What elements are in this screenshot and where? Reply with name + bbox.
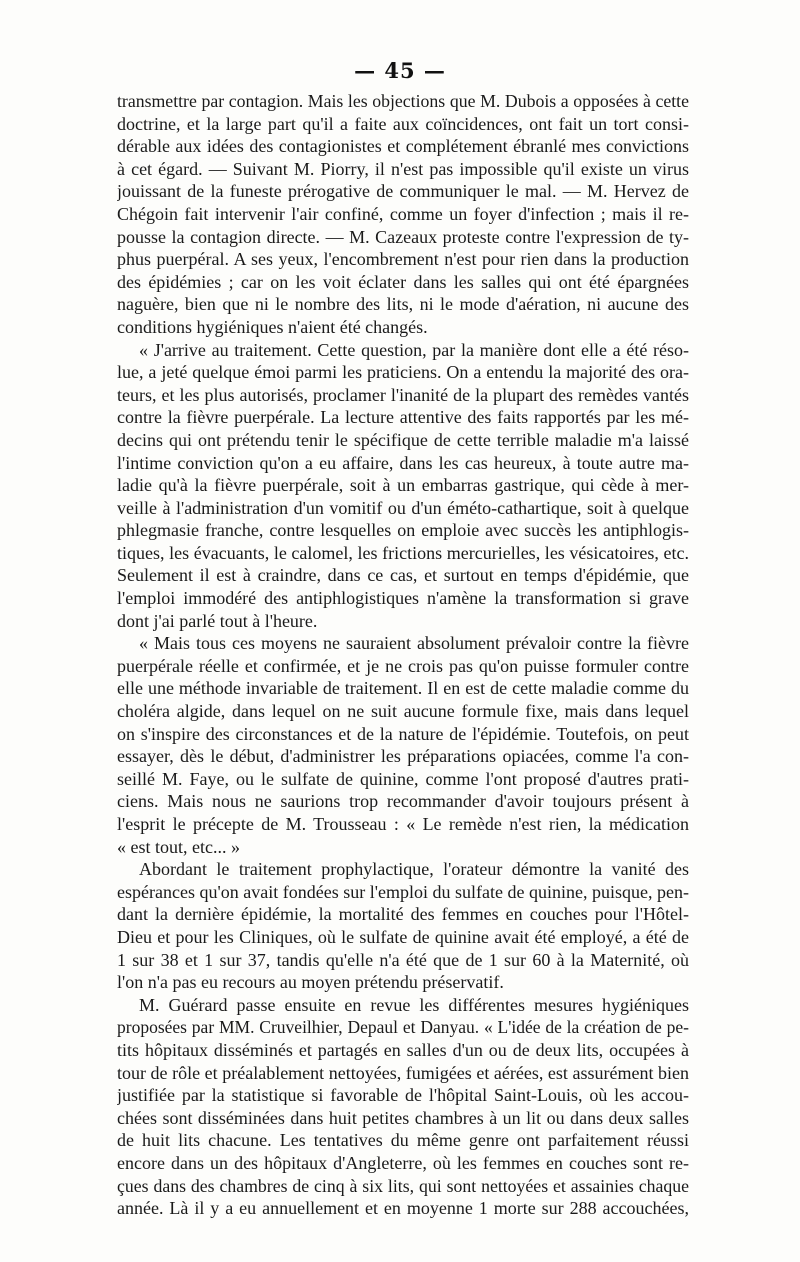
text-line: M. Guérard passe ensuite en revue les différentes mesures hygiéniques (139, 994, 689, 1015)
text-line: jouissant de la funeste prérogative de communiquer le mal. — M. Hervez de (117, 181, 689, 202)
text-line: dont j'ai parlé tout à l'heure. (117, 610, 318, 631)
text-line: lue, a jeté quelque émoi parmi les praticiens. On a entendu la majorité des ora- (117, 362, 689, 383)
text-line: transmettre par contagion. Mais les objections que M. Dubois a opposées à cette (117, 91, 689, 111)
text-line: naguère, bien que ni le nombre des lits, ni le mode d'aération, ni aucune des (117, 294, 689, 315)
text-line: on s'inspire des circonstances et de la nature de l'épidémie. Toutefois, on peut (117, 723, 689, 744)
text-line: ciens. Mais nous ne saurions trop recommander d'avoir toujours présent à (117, 791, 689, 812)
text-line: puerpérale réelle et confirmée, et je ne crois pas qu'on puisse formuler contre (117, 655, 689, 676)
text-line: dant la dernière épidémie, la mortalité des femmes en couches pour l'Hôtel- (117, 904, 689, 925)
text-line: année. Là il y a eu annuellement et en moyenne 1 morte sur 288 accouchées, (117, 1198, 689, 1219)
text-line: Chégoin fait intervenir l'air confiné, comme un foyer d'infection ; mais il re- (117, 203, 689, 224)
text-line: decins qui ont prétendu tenir le spécifique de cette terrible maladie m'a laissé (117, 429, 689, 450)
text-line: tits hôpitaux disséminés et partagés en salles d'un ou de deux lits, occupées à (117, 1039, 689, 1060)
text-line: ladie qu'à la fièvre puerpérale, soit à un embarras gastrique, qui cède à mer- (117, 475, 689, 496)
text-line: veille à l'administration d'un vomitif ou d'un éméto-cathartique, soit à quelque (117, 497, 689, 518)
text-line: à cet égard. — Suivant M. Piorry, il n'est pas impossible qu'il existe un virus (117, 158, 689, 179)
text-line: l'esprit le précepte de M. Trousseau : « Le remède n'est rien, la médication (117, 814, 689, 834)
text-line: espérances qu'on avait fondées sur l'emploi du sulfate de quinine, puisque, pen- (117, 881, 689, 902)
text-line: doctrine, et la large part qu'il a faite aux coïncidences, ont fait un tort consi- (117, 113, 689, 134)
text-line: çues dans des chambres de cinq à six lits, qui sont nettoyées et assainies chaque (117, 1175, 689, 1196)
text-line: contre la fièvre puerpérale. La lecture attentive des faits rapportés par les mé- (117, 407, 689, 428)
text-line: l'emploi immodéré des antiphlogistiques n'amène la transformation si grave (117, 588, 689, 609)
text-line: de huit lits chacune. Les tentatives du même genre ont parfaitement réussi (117, 1130, 689, 1151)
text-line: dérable aux idées des contagionistes et complétement ébranlé mes convictions (117, 136, 689, 157)
text-line: Dieu et pour les Cliniques, où le sulfate de quinine avait été employé, a été de (117, 926, 689, 947)
text-line: encore dans un des hôpitaux d'Angleterre, où les femmes en couches sont re- (117, 1152, 689, 1173)
text-line: des épidémies ; car on les voit éclater dans les salles qui ont été épargnées (117, 271, 689, 292)
text-line: seillé M. Faye, ou le sulfate de quinine, comme l'ont proposé d'autres prati- (117, 768, 689, 789)
text-line: tiques, les évacuants, le calomel, les frictions mercurielles, les vésicatoires, etc. (117, 542, 689, 563)
text-line: l'intime conviction qu'on a eu affaire, dans les cas heureux, à toute autre ma- (117, 452, 689, 473)
body-text (117, 90, 689, 1220)
text-line: essayer, dès le début, d'administrer les préparations opiacées, comme l'a con- (117, 746, 689, 767)
text-line: Seulement il est à craindre, dans ce cas, et surtout en temps d'épidémie, que (117, 565, 689, 586)
text-line: « J'arrive au traitement. Cette question, par la manière dont elle a été réso- (139, 339, 689, 360)
page-number: — 45 — (354, 58, 446, 83)
text-line: choléra algide, dans lequel on ne suit aucune formule fixe, mais dans lequel (117, 701, 689, 722)
text-line: phlegmasie franche, contre lesquelles on emploie avec succès les antiphlogis- (117, 520, 689, 541)
text-line: tour de rôle et préalablement nettoyées, fumigées et aérées, est assurément bien (117, 1062, 689, 1083)
text-line: conditions hygiéniques n'aient été changés. (117, 316, 428, 337)
text-line: Abordant le traitement prophylactique, l'orateur démontre la vanité des (139, 859, 689, 880)
text-line: chées sont disséminées dans huit petites chambres à un lit ou dans deux salles (117, 1107, 689, 1128)
text-line: « Mais tous ces moyens ne sauraient absolument prévaloir contre la fièvre (139, 633, 689, 654)
text-line: justifiée par la statistique si favorable de l'hôpital Saint-Louis, où les accou- (117, 1085, 689, 1106)
text-line: teurs, et les plus autorisés, proclamer l'inanité de la plupart des remèdes vantés (117, 384, 689, 405)
text-line: « est tout, etc... » (117, 836, 240, 857)
text-line: 1 sur 38 et 1 sur 37, tandis qu'elle n'a été que de 1 sur 60 à la Maternité, où (117, 949, 689, 970)
text-line: proposées par MM. Cruveilhier, Depaul et Danyau. « L'idée de la création de pe- (117, 1017, 689, 1038)
text-line: l'on n'a pas eu recours au moyen prétendu préservatif. (117, 972, 504, 993)
text-line: elle une méthode invariable de traitement. Il en est de cette maladie comme du (117, 678, 689, 699)
text-line: pousse la contagion directe. — M. Cazeaux proteste contre l'expression de ty- (117, 226, 689, 247)
text-line: phus puerpéral. A ses yeux, l'encombrement n'est pour rien dans la production (117, 249, 689, 270)
